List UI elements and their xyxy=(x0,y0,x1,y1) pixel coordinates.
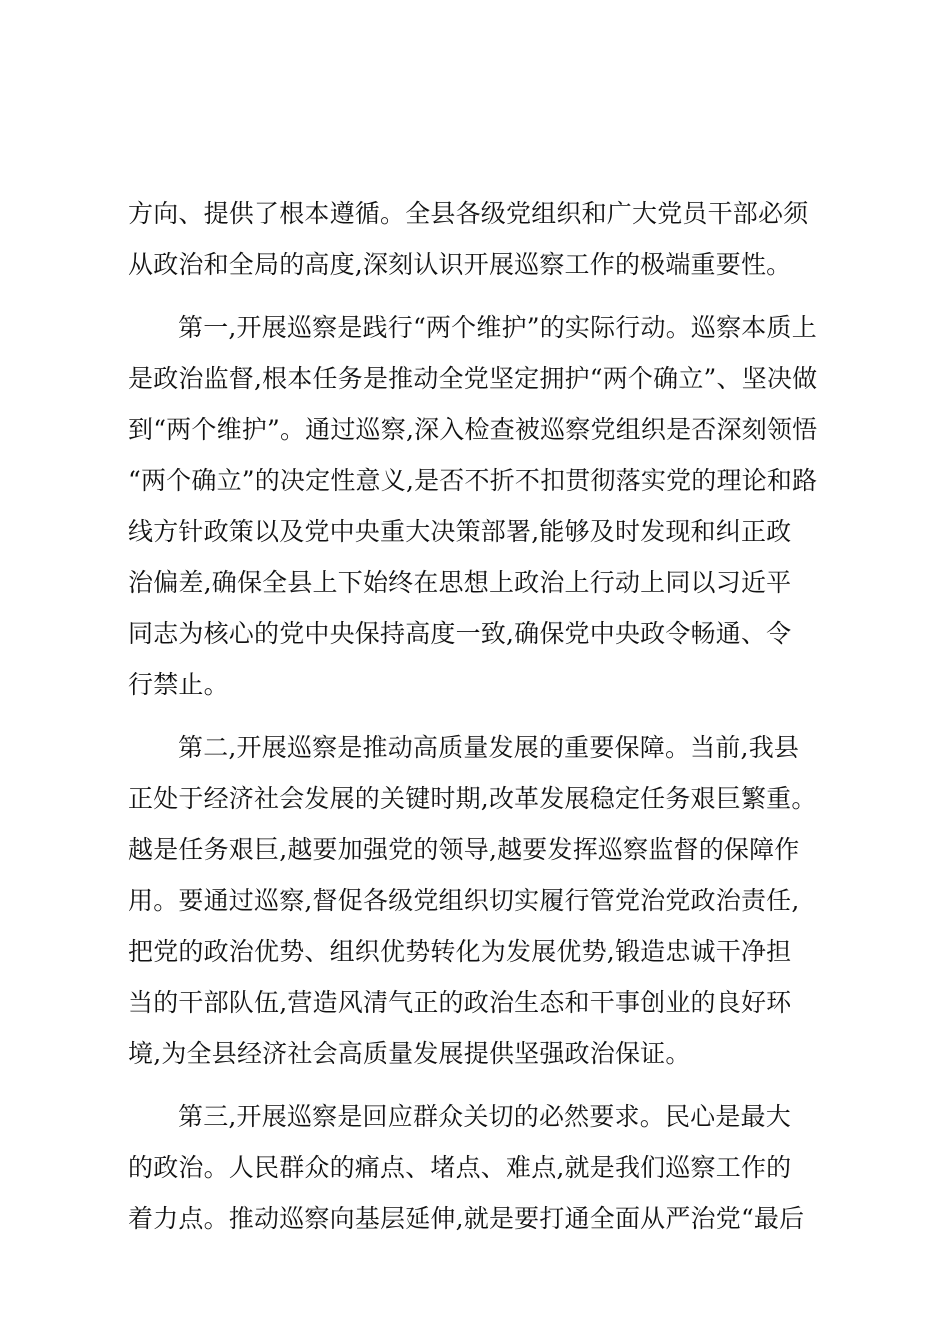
document-body xyxy=(128,188,818,1244)
paragraph xyxy=(128,1091,818,1244)
paragraph-line: 同志为核心的党中央保持高度一致,确保党中央政令畅通、令 xyxy=(128,619,792,648)
paragraph-line: 正处于经济社会发展的关键时期,改革发展稳定任务艰巨繁重。 xyxy=(128,784,817,813)
paragraph-line: 从政治和全局的高度,深刻认识开展巡察工作的极端重要性。 xyxy=(128,250,792,279)
paragraph-line: 行禁止。 xyxy=(128,670,229,699)
paragraph-line: 当的干部队伍,营造风清气正的政治生态和干事创业的良好环 xyxy=(128,988,792,1017)
paragraph-line: 境,为全县经济社会高质量发展提供坚强政治保证。 xyxy=(128,1039,691,1068)
paragraph-line: 把党的政治优势、组织优势转化为发展优势,锻造忠诚干净担 xyxy=(128,937,792,966)
paragraph xyxy=(128,722,818,1079)
paragraph xyxy=(128,188,818,290)
paragraph-spacer xyxy=(128,1079,818,1091)
paragraph-spacer xyxy=(128,290,818,302)
paragraph-line: 越是任务艰巨,越要加强党的领导,越要发挥巡察监督的保障作 xyxy=(128,835,800,864)
paragraph-line: 治偏差,确保全县上下始终在思想上政治上行动上同以习近平 xyxy=(128,568,792,597)
paragraph-line: 到“两个维护”。通过巡察,深入检查被巡察党组织是否深刻领悟 xyxy=(128,415,818,444)
paragraph-line: “两个确立”的决定性意义,是否不折不扣贯彻落实党的理论和路 xyxy=(128,466,818,495)
paragraph-line: 第一,开展巡察是践行“两个维护”的实际行动。巡察本质上 xyxy=(178,313,817,342)
paragraph xyxy=(128,302,818,710)
paragraph-line: 的政治。人民群众的痛点、堵点、难点,就是我们巡察工作的 xyxy=(128,1153,792,1182)
paragraph-line: 用。要通过巡察,督促各级党组织切实履行管党治党政治责任, xyxy=(128,886,800,915)
paragraph-spacer xyxy=(128,710,818,722)
paragraph-line: 方向、提供了根本遵循。全县各级党组织和广大党员干部必须 xyxy=(128,199,809,228)
paragraph-line: 第三,开展巡察是回应群众关切的必然要求。民心是最大 xyxy=(178,1102,791,1131)
paragraph-line: 第二,开展巡察是推动高质量发展的重要保障。当前,我县 xyxy=(178,733,800,762)
paragraph-line: 线方针政策以及党中央重大决策部署,能够及时发现和纠正政 xyxy=(128,517,792,546)
paragraph-line: 着力点。推动巡察向基层延伸,就是要打通全面从严治党“最后 xyxy=(128,1204,805,1233)
paragraph-line: 是政治监督,根本任务是推动全党坚定拥护“两个确立”、坚决做 xyxy=(128,364,818,393)
